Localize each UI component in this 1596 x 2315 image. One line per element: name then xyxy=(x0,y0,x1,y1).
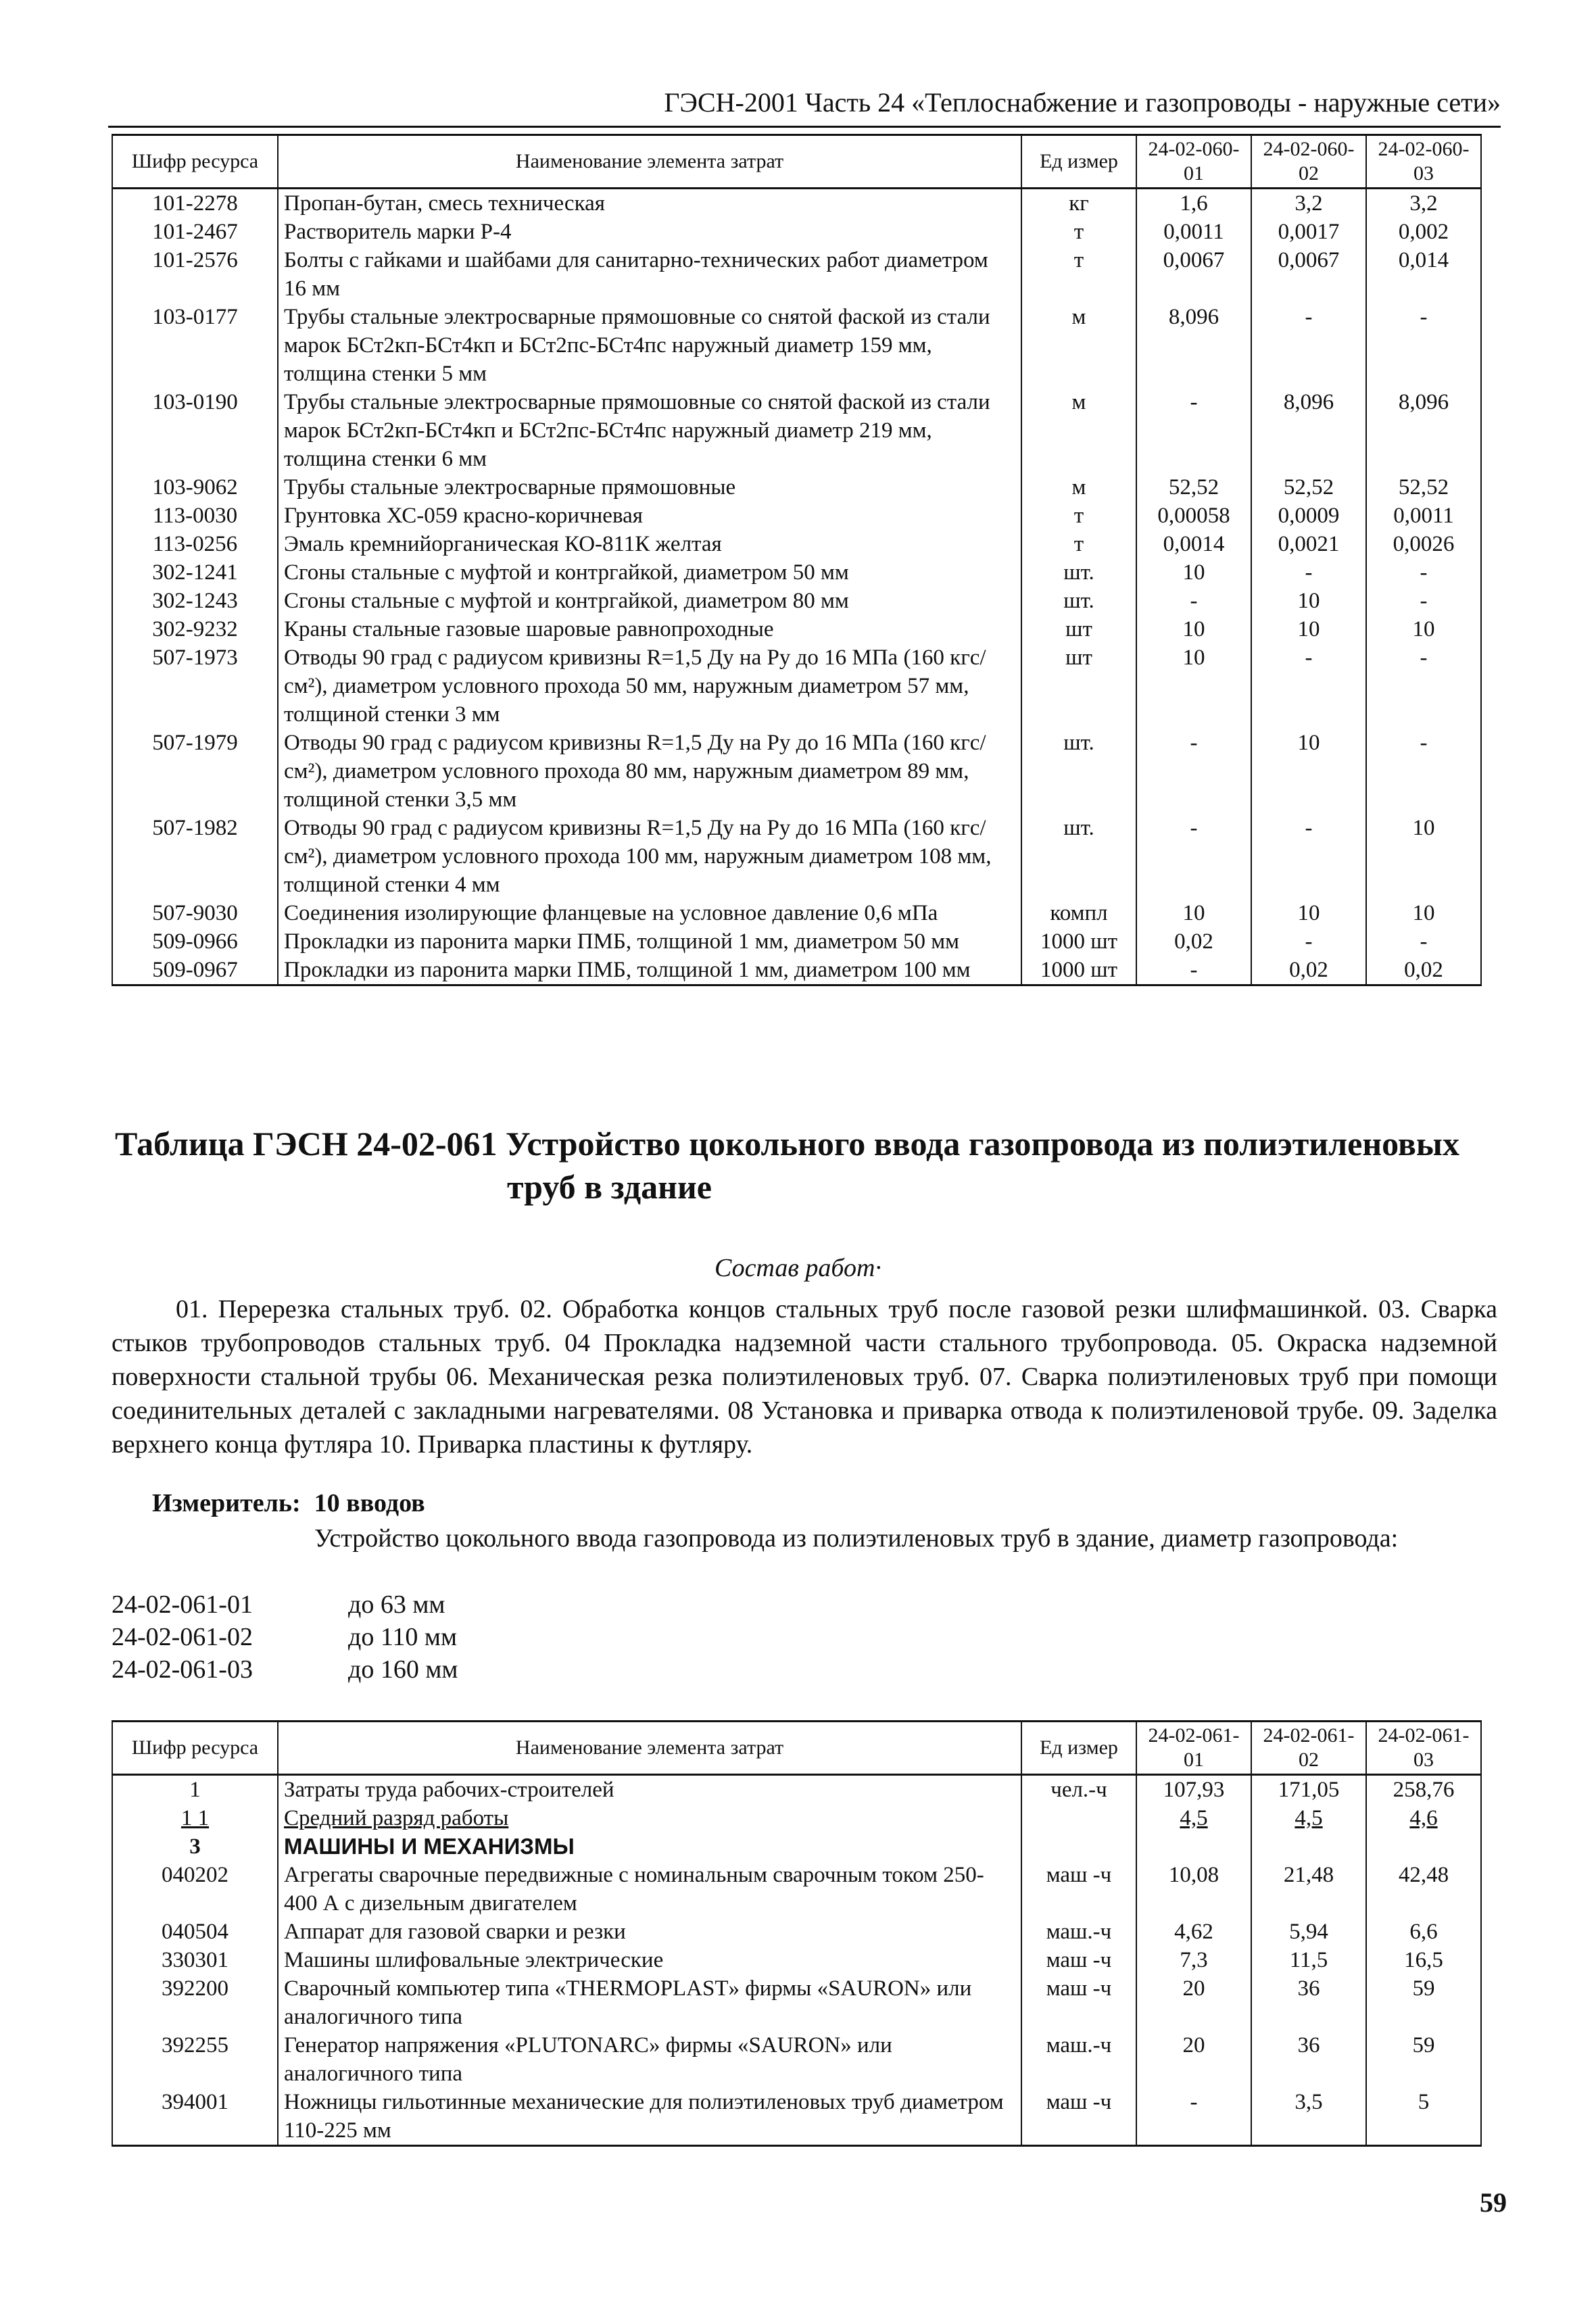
row-code: 509-0966 xyxy=(112,927,278,956)
row-value-2: 10 xyxy=(1251,587,1366,615)
row-unit: шт xyxy=(1021,615,1136,643)
norm-code-label: до 160 мм xyxy=(348,1655,458,1684)
row-value-2: 10 xyxy=(1251,729,1366,814)
row-unit: шт. xyxy=(1021,729,1136,814)
col-header-v3: 24-02-061-03 xyxy=(1366,1722,1481,1775)
table-row xyxy=(112,1918,1481,1946)
row-name: Прокладки из паронита марки ПМБ, толщиной 1 мм, диаметром 50 мм xyxy=(278,927,1021,956)
norm-code-row xyxy=(112,1653,458,1686)
row-code: 507-1973 xyxy=(112,643,278,729)
row-name: Сгоны стальные с муфтой и контргайкой, диаметром 50 мм xyxy=(278,558,1021,587)
table-row xyxy=(112,502,1481,530)
row-unit: маш -ч xyxy=(1021,2088,1136,2146)
row-value-2: 36 xyxy=(1251,1974,1366,2031)
norm-codes-list xyxy=(112,1588,458,1686)
table-header-row xyxy=(112,1722,1481,1775)
row-unit: т xyxy=(1021,502,1136,530)
row-code: 103-9062 xyxy=(112,473,278,502)
row-code: 330301 xyxy=(112,1946,278,1974)
row-value-2: 11,5 xyxy=(1251,1946,1366,1974)
row-value-1: 0,0014 xyxy=(1136,530,1251,558)
row-value-3: 52,52 xyxy=(1366,473,1481,502)
row-name: Затраты труда рабочих-строителей xyxy=(278,1775,1021,1805)
table-header-row xyxy=(112,135,1481,189)
section-title-line2: труб в здание xyxy=(507,1168,712,1206)
row-name: Ножницы гильотинные механические для полиэтиленовых труб диаметром 110-225 мм xyxy=(278,2088,1021,2146)
row-value-1: - xyxy=(1136,388,1251,473)
measure-line xyxy=(152,1487,425,1519)
col-header-code: Шифр ресурса xyxy=(112,1722,278,1775)
row-value-1: 0,0067 xyxy=(1136,246,1251,303)
row-code: 392200 xyxy=(112,1974,278,2031)
col-header-unit: Ед измер xyxy=(1021,1722,1136,1775)
row-value-2: 10 xyxy=(1251,899,1366,927)
row-value-1: 20 xyxy=(1136,1974,1251,2031)
row-code: 302-1241 xyxy=(112,558,278,587)
row-name: Отводы 90 град с радиусом кривизны R=1,5 Ду на Ру до 16 МПа (160 кгс/см²), диаметром условного прохода 100 мм, наружным диаметром 108 мм, толщиной стенки 4 мм xyxy=(278,814,1021,899)
row-unit: 1000 шт xyxy=(1021,956,1136,985)
row-value-2: 0,0017 xyxy=(1251,218,1366,246)
row-value-1: 4,5 xyxy=(1136,1804,1251,1832)
table-row xyxy=(112,1804,1481,1832)
row-value-3: 258,76 xyxy=(1366,1775,1481,1805)
row-code: 507-9030 xyxy=(112,899,278,927)
row-value-3: 5 xyxy=(1366,2088,1481,2146)
row-value-3: 4,6 xyxy=(1366,1804,1481,1832)
row-value-3 xyxy=(1366,1832,1481,1861)
row-code: 509-0967 xyxy=(112,956,278,985)
row-unit xyxy=(1021,1832,1136,1861)
row-name: Трубы стальные электросварные прямошовные со снятой фаской из стали марок БСт2кп-БСт4кп и БСт2пс-БСт4пс наружный диаметр 159 мм, толщина стенки 5 мм xyxy=(278,303,1021,388)
row-unit: м xyxy=(1021,303,1136,388)
row-value-1: 4,62 xyxy=(1136,1918,1251,1946)
row-unit: кг xyxy=(1021,189,1136,218)
row-value-1: 10,08 xyxy=(1136,1861,1251,1918)
row-value-2: 3,2 xyxy=(1251,189,1366,218)
row-code: 101-2576 xyxy=(112,246,278,303)
row-code: 103-0177 xyxy=(112,303,278,388)
row-value-2: 0,0009 xyxy=(1251,502,1366,530)
row-value-2: 21,48 xyxy=(1251,1861,1366,1918)
row-code: 507-1982 xyxy=(112,814,278,899)
table-row xyxy=(112,189,1481,218)
col-header-v1: 24-02-061-01 xyxy=(1136,1722,1251,1775)
row-name: Аппарат для газовой сварки и резки xyxy=(278,1918,1021,1946)
row-value-3: - xyxy=(1366,587,1481,615)
row-value-1: - xyxy=(1136,587,1251,615)
row-name: Болты с гайками и шайбами для санитарно-технических работ диаметром 16 мм xyxy=(278,246,1021,303)
row-unit: т xyxy=(1021,218,1136,246)
row-value-2: 36 xyxy=(1251,2031,1366,2088)
row-name: Эмаль кремнийорганическая КО-811К желтая xyxy=(278,530,1021,558)
table-row xyxy=(112,1775,1481,1805)
norm-code-row xyxy=(112,1621,458,1653)
row-unit: маш -ч xyxy=(1021,1974,1136,2031)
row-name: Сгоны стальные с муфтой и контргайкой, диаметром 80 мм xyxy=(278,587,1021,615)
row-value-3: 10 xyxy=(1366,814,1481,899)
table-row xyxy=(112,473,1481,502)
row-unit xyxy=(1021,1804,1136,1832)
row-value-1: - xyxy=(1136,2088,1251,2146)
row-value-1: 10 xyxy=(1136,558,1251,587)
table-row xyxy=(112,388,1481,473)
row-value-3: 0,02 xyxy=(1366,956,1481,985)
row-value-2: 171,05 xyxy=(1251,1775,1366,1805)
row-unit: м xyxy=(1021,388,1136,473)
row-value-1: 8,096 xyxy=(1136,303,1251,388)
row-value-2: - xyxy=(1251,927,1366,956)
row-value-2: - xyxy=(1251,303,1366,388)
table-row xyxy=(112,2088,1481,2146)
row-name: Грунтовка ХС-059 красно-коричневая xyxy=(278,502,1021,530)
row-unit: маш.-ч xyxy=(1021,2031,1136,2088)
col-header-name: Наименование элемента затрат xyxy=(278,135,1021,189)
col-header-v3: 24-02-060-03 xyxy=(1366,135,1481,189)
table-row xyxy=(112,558,1481,587)
row-code: 302-1243 xyxy=(112,587,278,615)
row-value-2: 10 xyxy=(1251,615,1366,643)
row-code: 302-9232 xyxy=(112,615,278,643)
row-value-3: 16,5 xyxy=(1366,1946,1481,1974)
row-value-1: - xyxy=(1136,956,1251,985)
row-value-1: 1,6 xyxy=(1136,189,1251,218)
row-name: Генератор напряжения «PLUTONARC» фирмы «SAURON» или аналогичного типа xyxy=(278,2031,1021,2088)
row-value-1: - xyxy=(1136,814,1251,899)
table-row xyxy=(112,303,1481,388)
row-value-2: - xyxy=(1251,814,1366,899)
col-header-v1: 24-02-060-01 xyxy=(1136,135,1251,189)
norm-code: 24-02-061-01 xyxy=(112,1590,253,1619)
table-row xyxy=(112,1832,1481,1861)
row-value-3: - xyxy=(1366,643,1481,729)
row-name: Отводы 90 град с радиусом кривизны R=1,5 Ду на Ру до 16 МПа (160 кгс/см²), диаметром условного прохода 50 мм, наружным диаметром 57 мм, толщиной стенки 3 мм xyxy=(278,643,1021,729)
table-row xyxy=(112,1974,1481,2031)
section-title xyxy=(108,1122,1501,1209)
row-name: Краны стальные газовые шаровые равнопроходные xyxy=(278,615,1021,643)
row-name: Отводы 90 град с радиусом кривизны R=1,5 Ду на Ру до 16 МПа (160 кгс/см²), диаметром условного прохода 80 мм, наружным диаметром 89 мм, толщиной стенки 3,5 мм xyxy=(278,729,1021,814)
col-header-code: Шифр ресурса xyxy=(112,135,278,189)
row-value-3: - xyxy=(1366,303,1481,388)
row-value-1: - xyxy=(1136,729,1251,814)
row-name: Трубы стальные электросварные прямошовные xyxy=(278,473,1021,502)
measure-value: 10 вводов xyxy=(314,1489,425,1517)
row-value-2: - xyxy=(1251,558,1366,587)
row-value-1: 52,52 xyxy=(1136,473,1251,502)
row-value-3: 10 xyxy=(1366,615,1481,643)
row-value-3: - xyxy=(1366,558,1481,587)
table-row xyxy=(112,587,1481,615)
table-row xyxy=(112,1946,1481,1974)
row-value-3: 0,002 xyxy=(1366,218,1481,246)
row-value-2: 4,5 xyxy=(1251,1804,1366,1832)
col-header-v2: 24-02-061-02 xyxy=(1251,1722,1366,1775)
page-number: 59 xyxy=(1480,2187,1507,2218)
row-code: 394001 xyxy=(112,2088,278,2146)
running-header: ГЭСН-2001 Часть 24 «Теплоснабжение и газопроводы - наружные сети» xyxy=(108,87,1501,128)
table-row xyxy=(112,530,1481,558)
row-value-1: 10 xyxy=(1136,615,1251,643)
row-name: Пропан-бутан, смесь техническая xyxy=(278,189,1021,218)
measure-label: Измеритель: xyxy=(152,1489,301,1517)
row-unit: чел.-ч xyxy=(1021,1775,1136,1805)
row-unit: шт. xyxy=(1021,587,1136,615)
row-name: Прокладки из паронита марки ПМБ, толщиной 1 мм, диаметром 100 мм xyxy=(278,956,1021,985)
row-unit: компл xyxy=(1021,899,1136,927)
row-value-2: 0,02 xyxy=(1251,956,1366,985)
row-value-3: 0,014 xyxy=(1366,246,1481,303)
table-row xyxy=(112,218,1481,246)
row-value-3: 59 xyxy=(1366,1974,1481,2031)
row-code: 101-2278 xyxy=(112,189,278,218)
row-code: 3 xyxy=(112,1832,278,1861)
row-value-2: - xyxy=(1251,643,1366,729)
row-code: 507-1979 xyxy=(112,729,278,814)
table-row xyxy=(112,956,1481,985)
row-code: 040202 xyxy=(112,1861,278,1918)
row-name: МАШИНЫ И МЕХАНИЗМЫ xyxy=(278,1832,1021,1861)
row-unit: шт. xyxy=(1021,814,1136,899)
row-value-3: 59 xyxy=(1366,2031,1481,2088)
row-unit: маш -ч xyxy=(1021,1946,1136,1974)
row-name: Соединения изолирующие фланцевые на условное давление 0,6 мПа xyxy=(278,899,1021,927)
norm-code-label: до 63 мм xyxy=(348,1590,445,1619)
row-unit: маш -ч xyxy=(1021,1861,1136,1918)
work-composition-label: Состав работ· xyxy=(715,1254,881,1282)
col-header-unit: Ед измер xyxy=(1021,135,1136,189)
row-name: Агрегаты сварочные передвижные с номинальным сварочным током 250-400 А с дизельным двигателем xyxy=(278,1861,1021,1918)
row-value-3: 0,0026 xyxy=(1366,530,1481,558)
row-code: 1 xyxy=(112,1775,278,1805)
row-value-3: 10 xyxy=(1366,899,1481,927)
row-value-1: 0,0011 xyxy=(1136,218,1251,246)
col-header-name: Наименование элемента затрат xyxy=(278,1722,1021,1775)
col-header-v2: 24-02-060-02 xyxy=(1251,135,1366,189)
row-value-2: 0,0021 xyxy=(1251,530,1366,558)
row-value-3: 8,096 xyxy=(1366,388,1481,473)
row-value-1: 107,93 xyxy=(1136,1775,1251,1805)
table-row xyxy=(112,729,1481,814)
row-name: Сварочный компьютер типа «THERMOPLAST» фирмы «SAURON» или аналогичного типа xyxy=(278,1974,1021,2031)
row-value-3: 6,6 xyxy=(1366,1918,1481,1946)
row-value-1: 0,02 xyxy=(1136,927,1251,956)
row-value-1: 20 xyxy=(1136,2031,1251,2088)
row-code: 113-0256 xyxy=(112,530,278,558)
table-row xyxy=(112,1861,1481,1918)
row-unit: т xyxy=(1021,530,1136,558)
norm-code: 24-02-061-03 xyxy=(112,1655,253,1684)
row-code: 040504 xyxy=(112,1918,278,1946)
row-name: Средний разряд работы xyxy=(278,1804,1021,1832)
table-row xyxy=(112,899,1481,927)
row-value-2: 5,94 xyxy=(1251,1918,1366,1946)
row-value-2: 52,52 xyxy=(1251,473,1366,502)
norm-code: 24-02-061-02 xyxy=(112,1623,253,1651)
section-title-line1: Таблица ГЭСН 24-02-061 Устройство цокольного ввода газопровода из полиэтиленовых xyxy=(115,1125,1459,1163)
row-value-1 xyxy=(1136,1832,1251,1861)
work-composition-text: 01. Перерезка стальных труб. 02. Обработка концов стальных труб после газовой резки шлифмашинкой. 03. Сварка стыков трубопроводов стальных труб. 04 Прокладка надземной части стального трубопровода. 05. Окраска надземной поверхности стальной трубы 06. Механическая резка полиэтиленовых труб. 07. Сварка полиэтиленовых труб при помощи соединительных деталей с закладными нагревателями. 08 Установка и приварка отвода к полиэтиленовой трубе. 09. Заделка верхнего конца футляра 10. Приварка пластины к футляру. xyxy=(112,1295,1497,1459)
table-row xyxy=(112,615,1481,643)
row-unit: шт. xyxy=(1021,558,1136,587)
row-value-2: 8,096 xyxy=(1251,388,1366,473)
row-code: 392255 xyxy=(112,2031,278,2088)
row-value-3: - xyxy=(1366,927,1481,956)
row-value-1: 7,3 xyxy=(1136,1946,1251,1974)
row-value-1: 0,00058 xyxy=(1136,502,1251,530)
row-value-2: 3,5 xyxy=(1251,2088,1366,2146)
row-unit: маш.-ч xyxy=(1021,1918,1136,1946)
norm-code-label: до 110 мм xyxy=(348,1623,458,1651)
row-value-2: 0,0067 xyxy=(1251,246,1366,303)
row-value-3: 0,0011 xyxy=(1366,502,1481,530)
row-value-3: 3,2 xyxy=(1366,189,1481,218)
table-row xyxy=(112,246,1481,303)
table-row xyxy=(112,814,1481,899)
row-name: Трубы стальные электросварные прямошовные со снятой фаской из стали марок БСт2кп-БСт4кп и БСт2пс-БСт4пс наружный диаметр 219 мм, толщина стенки 6 мм xyxy=(278,388,1021,473)
row-code: 103-0190 xyxy=(112,388,278,473)
table-row xyxy=(112,927,1481,956)
row-value-3: 42,48 xyxy=(1366,1861,1481,1918)
norm-code-row xyxy=(112,1588,458,1621)
row-code: 1 1 xyxy=(112,1804,278,1832)
row-code: 101-2467 xyxy=(112,218,278,246)
row-name: Машины шлифовальные электрические xyxy=(278,1946,1021,1974)
row-unit: т xyxy=(1021,246,1136,303)
row-code: 113-0030 xyxy=(112,502,278,530)
row-name: Растворитель марки Р-4 xyxy=(278,218,1021,246)
row-value-3: - xyxy=(1366,729,1481,814)
row-value-2 xyxy=(1251,1832,1366,1861)
row-unit: шт xyxy=(1021,643,1136,729)
table-row xyxy=(112,2031,1481,2088)
row-value-1: 10 xyxy=(1136,899,1251,927)
resources-table-061 xyxy=(112,1720,1482,2147)
norm-description: Устройство цокольного ввода газопровода из полиэтиленовых труб в здание, диаметр газопровода: xyxy=(314,1524,1399,1553)
resources-table-060 xyxy=(112,134,1482,986)
row-unit: 1000 шт xyxy=(1021,927,1136,956)
row-unit: м xyxy=(1021,473,1136,502)
table-row xyxy=(112,643,1481,729)
row-value-1: 10 xyxy=(1136,643,1251,729)
